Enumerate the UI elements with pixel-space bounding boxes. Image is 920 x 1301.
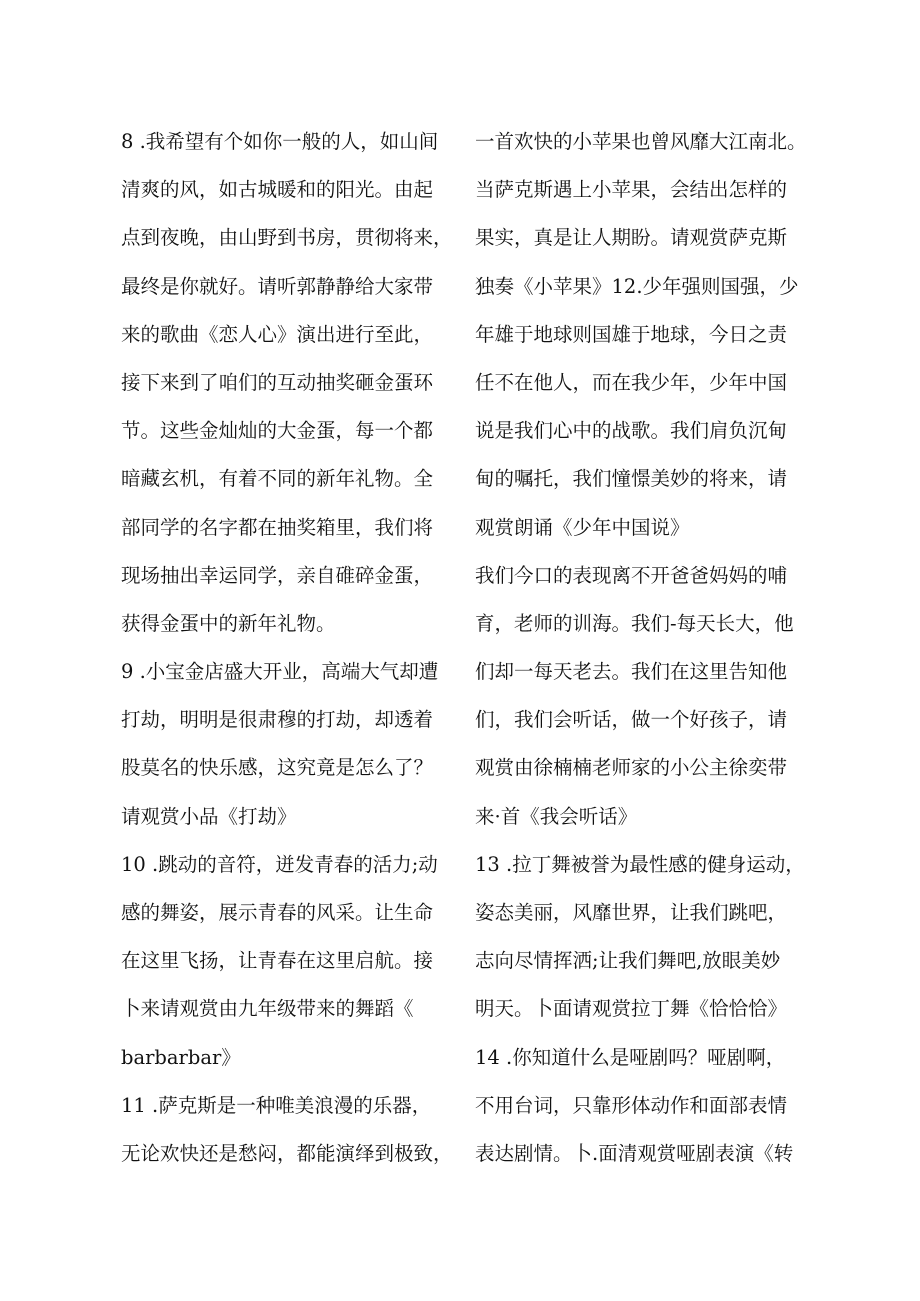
- text-line: 现场抽出幸运同学，亲自碓碎金蛋，: [121, 563, 434, 587]
- text-line: barbarbar》: [121, 1045, 241, 1069]
- text-line: 股莫名的快乐感，这究竟是怎么了？: [121, 756, 434, 780]
- text-line: 在这里飞扬，让青春在这里启航。接: [121, 949, 434, 973]
- text-line: 果实，真是让人期盼。请观赏萨克斯: [475, 226, 788, 250]
- text-line: 任不在他人，而在我少年，少年中国: [475, 370, 788, 394]
- text-line: 9 .小宝金店盛大开业，高端大气却遭: [121, 660, 439, 684]
- text-line: 13 .拉丁舞被誉为最性感的健身运动，: [475, 852, 805, 876]
- text-line: 一首欢快的小苹果也曾风靡大江南北。: [475, 130, 807, 153]
- text-line: 节。这些金灿灿的大金蛋，每一个都: [121, 419, 434, 443]
- text-line: 表达剧情。卜.面清观赏哑剧表演《转: [475, 1141, 794, 1165]
- text-line: 观赏由徐楠楠老师家的小公主徐奕带: [475, 756, 788, 780]
- text-line: 最终是你就好。请听郭静静给大家带: [121, 274, 434, 298]
- text-line: 育，老师的训海。我们-每天长大，他: [475, 611, 794, 635]
- right-text-column: [475, 118, 811, 1178]
- text-line: 8 .我希望有个如你一般的人，如山间: [121, 130, 439, 153]
- text-line: 打劫，明明是很肃穆的打劫，却透着: [121, 708, 434, 732]
- text-line: 来·首《我会听话》: [475, 804, 638, 828]
- text-line: 10 .跳动的音符，迸发青春的活力;动: [121, 852, 438, 876]
- text-line: 志向尽情挥洒;让我们舞吧,放眼美妙: [475, 949, 781, 973]
- text-line: 们，我们会听话，做一个好孩子，请: [475, 708, 788, 732]
- text-line: 我们今口的表现离不开爸爸妈妈的哺: [475, 563, 788, 587]
- text-line: 当萨克斯遇上小苹果，会结出怎样的: [475, 178, 788, 202]
- text-line: 明天。卜面请观赏拉丁舞《恰恰恰》: [475, 997, 788, 1021]
- text-line: 14 .你知道什么是哑剧吗？哑剧啊，: [475, 1045, 786, 1069]
- text-line: 观赏朗诵《少年中国说》: [475, 515, 690, 539]
- text-line: 们却一每天老去。我们在这里告知他: [475, 660, 788, 684]
- text-line: 点到夜晚，由山野到书房，贯彻将来，: [121, 226, 453, 250]
- text-line: 无论欢快还是愁闷，都能演绎到极致，: [121, 1141, 453, 1165]
- text-line: 年雄于地球则国雄于地球，今日之责: [475, 322, 788, 346]
- text-line: 接下来到了咱们的互动抽奖砸金蛋环: [121, 370, 434, 394]
- text-line: 11 .萨克斯是一种唯美浪漫的乐器，: [121, 1093, 432, 1117]
- text-line: 来的歌曲《恋人心》演出进行至此，: [121, 322, 434, 346]
- text-line: 甸的嘱托，我们憧憬美妙的将来，请: [475, 467, 788, 491]
- text-line: 不用台词，只靠形体动作和面部表情: [475, 1093, 788, 1117]
- text-line: 暗藏玄机，有着不同的新年礼物。全: [121, 467, 434, 491]
- text-line: 请观赏小品《打劫》: [121, 804, 297, 828]
- text-line: 感的舞姿，展示青春的风采。让生命: [121, 901, 434, 924]
- text-line: 说是我们心中的战歌。我们肩负沉甸: [475, 419, 788, 443]
- text-line: 独奏《小苹果》12.少年强则国强，少: [475, 274, 799, 298]
- text-line: 清爽的风，如古城暖和的阳光。由起: [121, 178, 434, 202]
- text-line: 卜来请观赏由九年级带来的舞蹈《: [121, 997, 414, 1021]
- text-line: 获得金蛋中的新年礼物。: [121, 611, 336, 635]
- text-line: 姿态美丽，风靡世界，让我们跳吧，: [475, 901, 788, 924]
- text-line: 部同学的名字都在抽奖箱里，我们将: [121, 515, 434, 539]
- left-text-column: [121, 118, 457, 1178]
